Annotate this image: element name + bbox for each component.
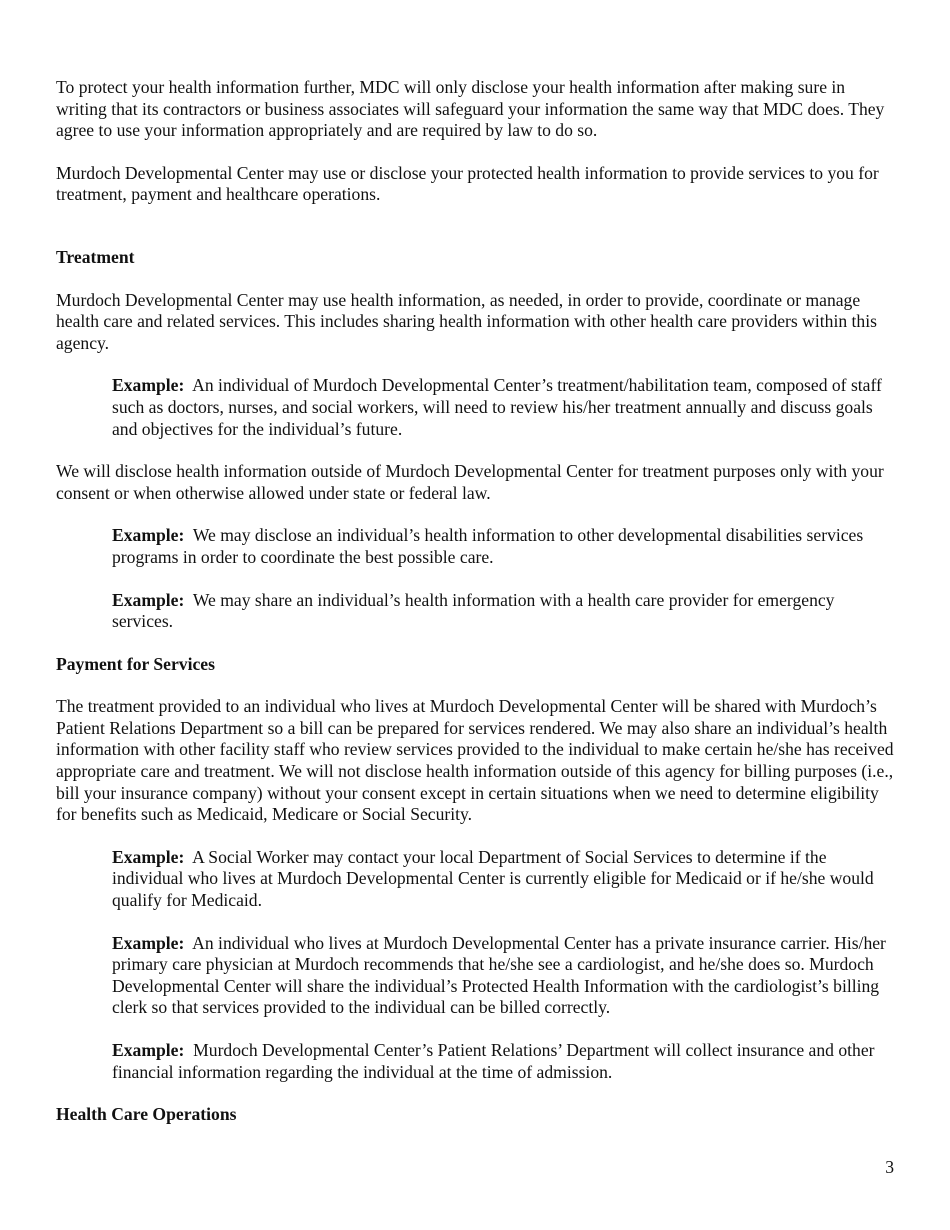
payment-example-2 <box>112 933 896 1019</box>
example-text: We may share an individual’s health information with a health care provider for emergency services. <box>112 589 835 632</box>
example-text: An individual of Murdoch Developmental Center’s treatment/habilitation team, composed of staff such as doctors, nurses, and social workers, will need to review his/her treatment annually and discuss goals and objectives for the individual’s future. <box>112 375 882 439</box>
example-text: An individual who lives at Murdoch Developmental Center has a private insurance carrier. His/her primary care physician at Murdoch recommends that he/she see a cardiologist, and he/she does so. Murdoch Developmental Center will share the individual’s Protected Health Information with the cardiologist’s billing clerk so that services provided to the individual can be billed correctly. <box>112 932 886 1018</box>
treatment-example-2 <box>112 525 896 568</box>
treatment-heading: Treatment <box>56 246 135 267</box>
page-number: 3 <box>885 1157 894 1177</box>
payment-example-1 <box>112 847 896 912</box>
payment-example-3 <box>112 1040 896 1083</box>
example-label: Example: <box>112 1040 185 1060</box>
example-label: Example: <box>112 589 185 610</box>
example-text: We may disclose an individual’s health information to other developmental disabilities services programs in order to coordinate the best possible care. <box>112 525 864 567</box>
example-label: Example: <box>112 932 185 953</box>
intro-paragraph-2: Murdoch Developmental Center may use or disclose your protected health information to provide services to you for treatment, payment and healthcare operations. <box>56 162 879 205</box>
treatment-paragraph-1: Murdoch Developmental Center may use health information, as needed, in order to provide, coordinate or manage health care and related services. This includes sharing health information with other health care providers within this agency. <box>56 289 877 353</box>
payment-paragraph-1: The treatment provided to an individual who lives at Murdoch Developmental Center will be shared with Murdoch’s Patient Relations Department so a bill can be prepared for services rendered. We may also share an individual’s health information with other facility staff who review services provided to the individual to make certain he/she has received appropriate care and treatment. We will not disclose health information outside of this agency for billing purposes (i.e., bill your insurance company) without your consent except in certain situations when we need to determine eligibility for benefits such as Medicaid, Medicare or Social Security. <box>56 696 894 825</box>
operations-heading: Health Care Operations <box>56 1104 237 1125</box>
document-page <box>56 77 896 1147</box>
example-text: A Social Worker may contact your local Department of Social Services to determine if the individual who lives at Murdoch Developmental Center is currently eligible for Medicaid or if he/she would qualify for Medicaid. <box>112 846 874 911</box>
example-label: Example: <box>112 846 185 867</box>
treatment-example-1 <box>112 375 896 440</box>
example-label: Example: <box>112 375 185 396</box>
example-text: Murdoch Developmental Center’s Patient Relations’ Department will collect insurance and other financial information regarding the individual at the time of admission. <box>112 1040 875 1082</box>
payment-heading: Payment for Services <box>56 653 215 674</box>
intro-paragraph-1: To protect your health information further, MDC will only disclose your health information after making sure in writing that its contractors or business associates will safeguard your information the same way that MDC does. They agree to use your information appropriately and are required by law to do so. <box>56 77 885 141</box>
example-label: Example: <box>112 525 185 546</box>
treatment-example-3 <box>112 590 896 633</box>
treatment-paragraph-2: We will disclose health information outside of Murdoch Developmental Center for treatment purposes only with your consent or when otherwise allowed under state or federal law. <box>56 461 884 503</box>
